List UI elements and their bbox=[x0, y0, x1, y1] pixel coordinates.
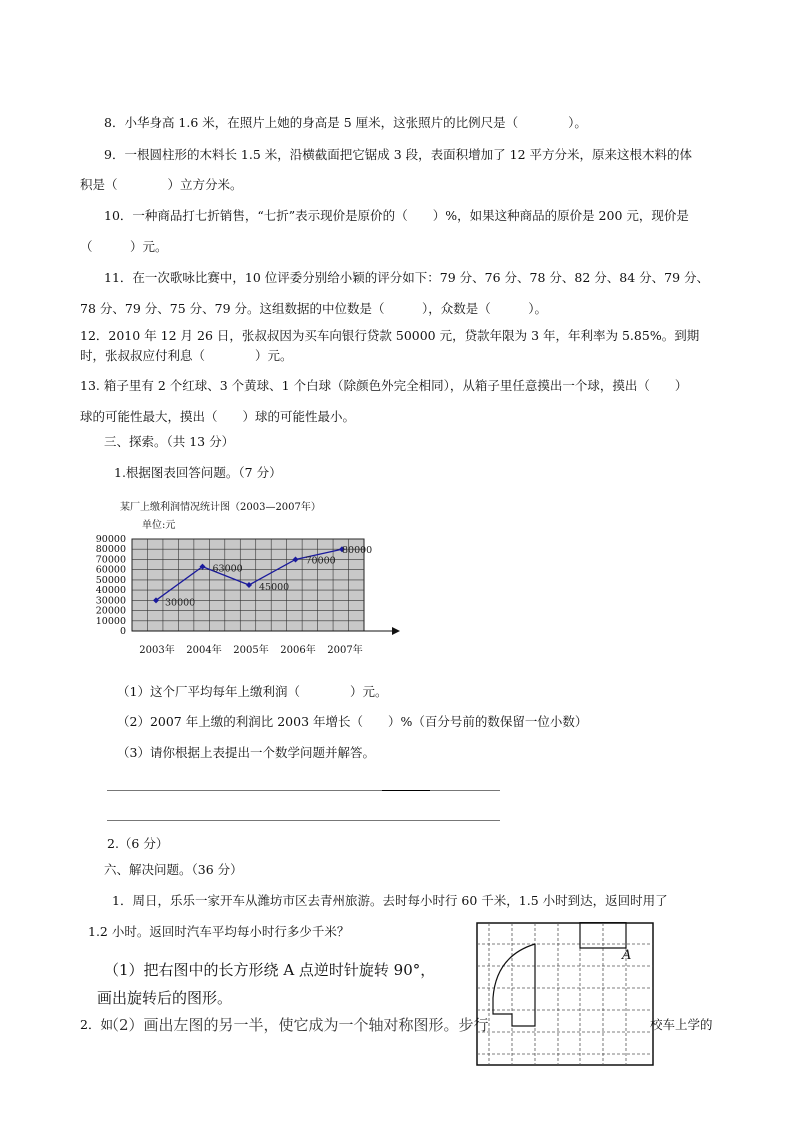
x-axis-arrow-icon bbox=[392, 627, 400, 635]
question-12-line-1: 12．2010 年 12 月 26 日，张叔叔因为买车向银行贷款 50000 元，贷款年限为 3 年，年利率为 5.85%。到期 bbox=[80, 328, 700, 343]
question-9-line-2: 积是（ ）立方分米。 bbox=[80, 177, 243, 192]
question-11-line-1: 11．在一次歌咏比赛中，10 位评委分别给小颖的评分如下：79 分、76 分、78 分、82 分、84 分、79 分、 bbox=[104, 270, 710, 285]
grid-figure bbox=[476, 922, 654, 1066]
question-10-line-1: 10．一种商品打七折销售，“七折”表示现价是原价的（ ）%，如果这种商品的原价是 200 元，现价是 bbox=[104, 208, 689, 223]
sub-question-1: （1）这个厂平均每年上缴利润（ ）元。 bbox=[117, 684, 388, 699]
y-tick-label: 50000 bbox=[95, 574, 126, 586]
answer-line-2 bbox=[107, 820, 500, 821]
problem-1-line-1: 1．周日，乐乐一家开车从潍坊市区去青州旅游。去时每小时行 60 千米，1.5 小时到达，返回时用了 bbox=[112, 893, 668, 908]
question-13-line-2: 球的可能性最大，摸出（ ）球的可能性最小。 bbox=[80, 409, 356, 424]
data-label: 30000 bbox=[165, 597, 196, 609]
y-tick-label: 90000 bbox=[95, 534, 126, 545]
y-tick-label: 80000 bbox=[95, 544, 126, 556]
data-label: 70000 bbox=[305, 555, 336, 567]
problem-1-line-2: 1.2 小时。返回时汽车平均每小时行多少千米？ bbox=[88, 924, 350, 939]
x-tick-labels bbox=[139, 643, 362, 656]
answer-line-1-underline bbox=[382, 790, 430, 791]
x-tick-label: 2004年 bbox=[186, 645, 222, 656]
section-3-heading: 三、探索。（共 13 分） bbox=[104, 434, 235, 449]
question-13-line-1: 13. 箱子里有 2 个红球、3 个黄球、1 个白球（除颜色外完全相同），从箱子里任意摸出一个球，摸出（ ） bbox=[80, 378, 688, 393]
y-tick-label: 10000 bbox=[95, 615, 126, 627]
answer-line-1 bbox=[107, 790, 500, 791]
question-11-line-2: 78 分、79 分、75 分、79 分。这组数据的中位数是（ ），众数是（ ）。 bbox=[80, 301, 548, 316]
sub-question-2: （2）2007 年上缴的利润比 2003 年增长（ ）%（百分号前的数保留一位小数） bbox=[117, 714, 588, 729]
profit-line-chart bbox=[80, 495, 420, 665]
question-10-line-2: （ ）元。 bbox=[80, 239, 168, 254]
section-3-item-1: 1.根据图表回答问题。（7 分） bbox=[114, 465, 282, 480]
data-label: 80000 bbox=[342, 545, 373, 557]
point-a-label: A bbox=[622, 948, 632, 963]
x-tick-label: 2007年 bbox=[327, 645, 363, 656]
sub-question-3: （3）请你根据上表提出一个数学问题并解答。 bbox=[117, 745, 375, 760]
y-tick-label: 30000 bbox=[95, 595, 126, 607]
question-12-line-2: 时，张叔叔应付利息（ ）元。 bbox=[80, 348, 293, 363]
data-label: 63000 bbox=[212, 563, 243, 575]
data-label: 45000 bbox=[259, 582, 290, 593]
y-tick-labels bbox=[96, 534, 126, 637]
y-tick-label: 70000 bbox=[95, 554, 126, 566]
y-tick-label: 0 bbox=[119, 626, 126, 637]
question-9-line-1: 9．一根圆柱形的木料长 1.5 米，沿横截面把它锯成 3 段，表面积增加了 12 平方分米，原来这根木料的体 bbox=[104, 147, 693, 162]
y-tick-label: 60000 bbox=[95, 564, 126, 576]
problem-2-start: 2．如 bbox=[80, 1017, 113, 1032]
problem-2-end: 校车上学的 bbox=[650, 1017, 713, 1032]
x-tick-label: 2006年 bbox=[280, 645, 316, 656]
question-8: 8．小华身高 1.6 米，在照片上她的身高是 5 厘米，这张照片的比例尺是（ ）。 bbox=[104, 115, 587, 130]
y-axis-unit: 单位:元 bbox=[142, 520, 176, 531]
rotation-task-line-1: （1）把右图中的长方形绕 A 点逆时针旋转 90°， bbox=[104, 961, 436, 979]
rotation-task-line-2: 画出旋转后的图形。 bbox=[97, 989, 233, 1007]
section-6-heading: 六、解决问题。（36 分） bbox=[104, 862, 243, 877]
x-tick-label: 2005年 bbox=[233, 645, 269, 656]
section-3-item-2: 2.（6 分） bbox=[107, 836, 169, 851]
x-tick-label: 2003年 bbox=[139, 645, 175, 656]
y-tick-label: 40000 bbox=[95, 585, 126, 597]
y-tick-label: 20000 bbox=[95, 605, 126, 617]
symmetry-task-overlapping: （2）画出左图的另一半，使它成为一个轴对称图形。步行 bbox=[104, 1016, 489, 1034]
half-figure-outline bbox=[493, 944, 535, 1026]
chart-title: 某厂上缴利润情况统计图（2003—2007年） bbox=[120, 502, 321, 513]
